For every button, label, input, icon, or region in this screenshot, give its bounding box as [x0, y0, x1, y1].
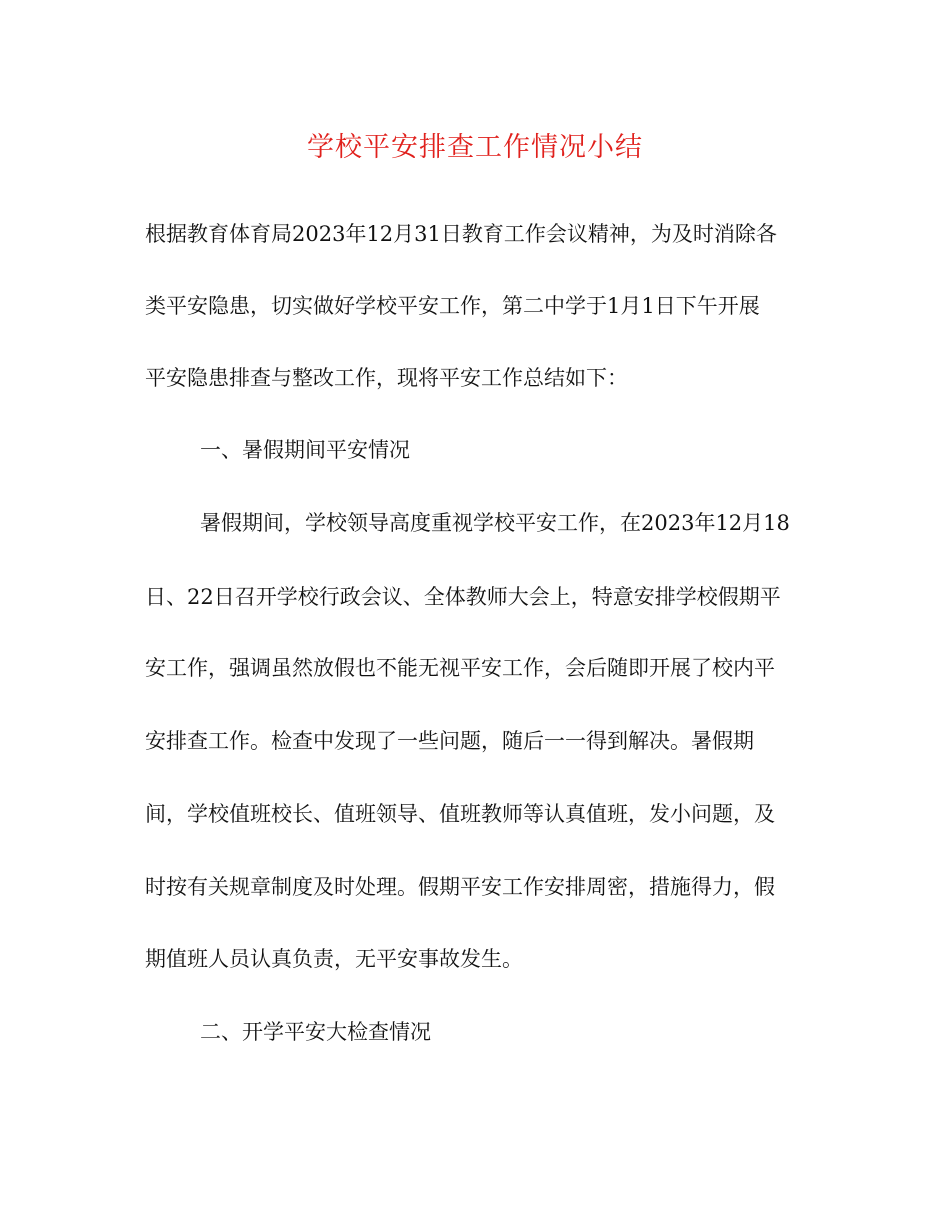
paragraph-line: 时按有关规章制度及时处理。假期平安工作安排周密，措施得力，假 — [145, 875, 775, 899]
paragraph-line: 间，学校值班校长、值班领导、值班教师等认真值班，发小问题，及 — [145, 802, 775, 826]
paragraph-line: 日、22日召开学校行政会议、全体教师大会上，特意安排学校假期平 — [145, 585, 781, 609]
paragraph-line: 根据教育体育局2023年12月31日教育工作会议精神，为及时消除各 — [145, 222, 777, 246]
paragraph-line: 期值班人员认真负责，无平安事故发生。 — [145, 947, 523, 971]
section-heading: 一、暑假期间平安情况 — [200, 438, 410, 462]
paragraph-line: 暑假期间，学校领导高度重视学校平安工作，在2023年12月18 — [200, 511, 790, 535]
paragraph-line: 安排查工作。检查中发现了一些问题，随后一一得到解决。暑假期 — [145, 729, 754, 753]
section-heading: 二、开学平安大检查情况 — [200, 1020, 431, 1044]
document-title: 学校平安排查工作情况小结 — [307, 132, 643, 163]
paragraph-line: 安工作，强调虽然放假也不能无视平安工作，会后随即开展了校内平 — [145, 656, 775, 680]
paragraph-line: 平安隐患排查与整改工作，现将平安工作总结如下： — [145, 366, 628, 390]
paragraph-line: 类平安隐患，切实做好学校平安工作，第二中学于1月1日下午开展 — [145, 294, 760, 318]
